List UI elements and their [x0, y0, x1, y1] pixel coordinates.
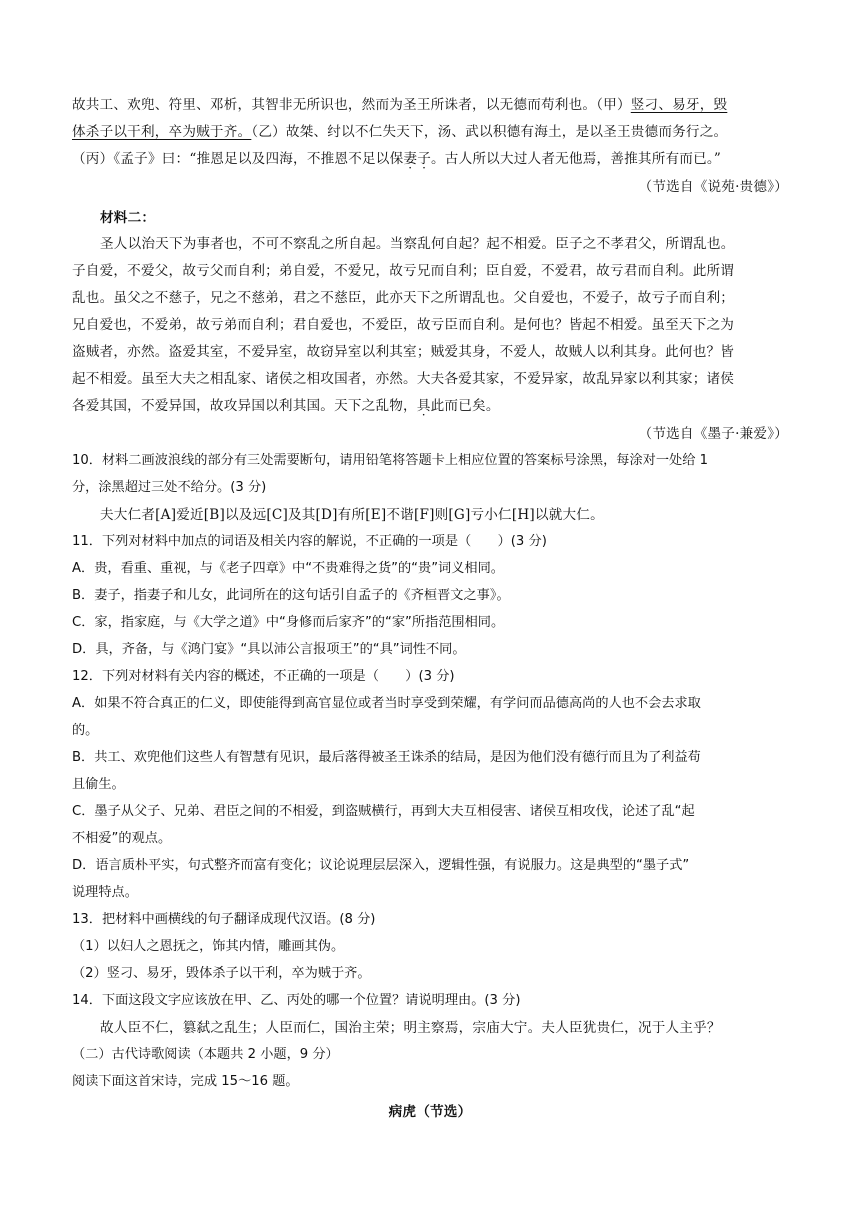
- dotted-char-zi: 子: [417, 151, 431, 167]
- q12-option-a-2: 的。: [72, 723, 99, 738]
- material1-line3-tail: 。古人所以大过人者无他焉，善推其所有而已。”: [431, 151, 722, 167]
- material2-line6-tail: 此而已矣。: [430, 398, 500, 414]
- material2-line6-text: 各爱其国，不爱异国，故攻异国以利其国。天下之乱物，: [72, 398, 417, 414]
- q12-option-d-2: 说理特点。: [72, 885, 138, 900]
- material2-line-0: 圣人以治天下为事者也，不可不察乱之所自起。当察乱何自起？起不相爱。臣子之不孝君父，所谓乱也。: [100, 236, 735, 252]
- q11-option-a: A．贵，看重、重视，与《老子四章》中“不贵难得之货”的“贵”词义相同。: [72, 561, 504, 576]
- material2-line-2: 乱也。虽父之不慈子，兄之不慈弟，君之不慈臣，此亦天下之所谓乱也。父自爱也，不爱子，故亏子而自利；: [72, 290, 735, 306]
- q12-option-b-2: 且偷生。: [72, 777, 125, 792]
- q11-option-d: D．具，齐备，与《鸿门宴》“具以沛公言报项王”的“具”词性不同。: [72, 642, 466, 657]
- underlined-sentence-part2: 体杀子以干利，卒为贼于齐。: [72, 124, 252, 140]
- q12-option-a-1: A．如果不符合真正的仁义，即使能得到高官显位或者当时享受到荣耀，有学问而品德高尚的人也不会去求取: [72, 696, 701, 711]
- q13-sentence-2: （2）竖刁、易牙，毁体杀子以干利，卒为贼于齐。: [72, 966, 371, 981]
- q14-stem: 14．下面这段文字应该放在甲、乙、丙处的哪一个位置？请说明理由。(3 分): [72, 993, 521, 1008]
- q12-option-c-1: C．墨子从父子、兄弟、君臣之间的不相爱，到盗贼横行，再到大夫互相侵害、诸侯互相攻伐，论述了乱“起: [72, 804, 695, 819]
- q12-option-d-1: D．语言质朴平实，句式整齐而富有变化；议论说理层层深入，逻辑性强，有说服力。这是典型的“墨子式”: [72, 858, 690, 873]
- material1-source: （节选自《说苑·贵德》）: [638, 179, 788, 195]
- material2-line-3: 兄自爱也，不爱弟，故亏弟而自利；君自爱也，不爱臣，故亏臣而自利。是何也？皆起不相爱。虽至天下之为: [72, 317, 735, 333]
- material1-line2-text: （乙）故桀、纣以不仁失天下，汤、武以积德有海土，是以圣王贵德而务行之。: [251, 124, 728, 140]
- section2-heading: （二）古代诗歌阅读（本题共 2 小题，9 分）: [72, 1047, 339, 1062]
- poem-title: 病虎（节选）: [388, 1104, 472, 1120]
- material1-line3: [72, 149, 792, 169]
- material2-line-4: 盗贼者，亦然。盗爱其室，不爱异室，故窃异室以利其室；贼爱其身，不爱人，故贼人以利其身。此何也？皆: [72, 344, 735, 360]
- q12-option-b-1: B．共工、欢兜他们这些人有智慧有见识，最后落得被圣王诛杀的结局，是因为他们没有德行而且为了利益苟: [72, 750, 701, 765]
- q10-stem-1: 10．材料二画波浪线的部分有三处需要断句，请用铅笔将答题卡上相应位置的答案标号涂黑，每涂对一处给 1: [72, 453, 708, 468]
- q10-text: 夫大仁者[A]爱近[B]以及远[C]及其[D]有所[E]不谐[F]则[G]亏小仁[H]以就大仁。: [100, 507, 604, 523]
- dotted-char-ju: 具: [416, 398, 431, 414]
- material2-line-6: [72, 396, 792, 416]
- q14-text: 故人臣不仁，篡弑之乱生；人臣而仁，国治主荣；明主察焉，宗庙大宁。夫人臣犹贵仁，况于人主乎？: [100, 1020, 721, 1036]
- q10-stem-2: 分，涂黑超过三处不给分。(3 分): [72, 480, 267, 495]
- material1-line2: [72, 122, 792, 142]
- q13-sentence-1: （1）以妇人之恩抚之，饰其内情，雕画其伪。: [72, 939, 345, 954]
- underlined-sentence-part1: 竖刁、易牙，毁: [630, 97, 728, 113]
- q11-stem: 11．下列对材料中加点的词语及相关内容的解说，不正确的一项是（ ）(3 分): [72, 534, 547, 549]
- material2-heading: 材料二：: [100, 210, 156, 226]
- material1-line1: [72, 95, 792, 115]
- material2-source: （节选自《墨子·兼爱》）: [638, 426, 788, 442]
- q11-option-c: C．家，指家庭，与《大学之道》中“身修而后家齐”的“家”所指范围相同。: [72, 615, 505, 630]
- material1-line1-text: 故共工、欢兜、符里、邓析，其智非无所识也，然而为圣王所诛者，以无德而苟利也。（甲）: [72, 97, 631, 113]
- material2-line-5: 起不相爱。虽至大夫之相乱家、诸侯之相攻国者，亦然。大夫各爱其家，不爱异家，故乱异家以利其家；诸侯: [72, 371, 735, 387]
- section2-intro: 阅读下面这首宋诗，完成 15～16 题。: [72, 1074, 299, 1089]
- dotted-char-qi: 妻: [403, 151, 418, 167]
- q11-option-b: B．妻子，指妻子和儿女，此词所在的这句话引自孟子的《齐桓晋文之事》。: [72, 588, 510, 603]
- q12-stem: 12．下列对材料有关内容的概述，不正确的一项是（ ）(3 分): [72, 669, 455, 684]
- material1-line3-text: （丙）《孟子》曰：“推恩足以及四海，不推恩不足以保: [72, 151, 404, 167]
- material2-line-1: 子自爱，不爱父，故亏父而自利；弟自爱，不爱兄，故亏兄而自利；臣自爱，不爱君，故亏君而自利。此所谓: [72, 263, 735, 279]
- q13-stem: 13．把材料中画横线的句子翻译成现代汉语。(8 分): [72, 912, 376, 927]
- q12-option-c-2: 不相爱”的观点。: [72, 831, 172, 846]
